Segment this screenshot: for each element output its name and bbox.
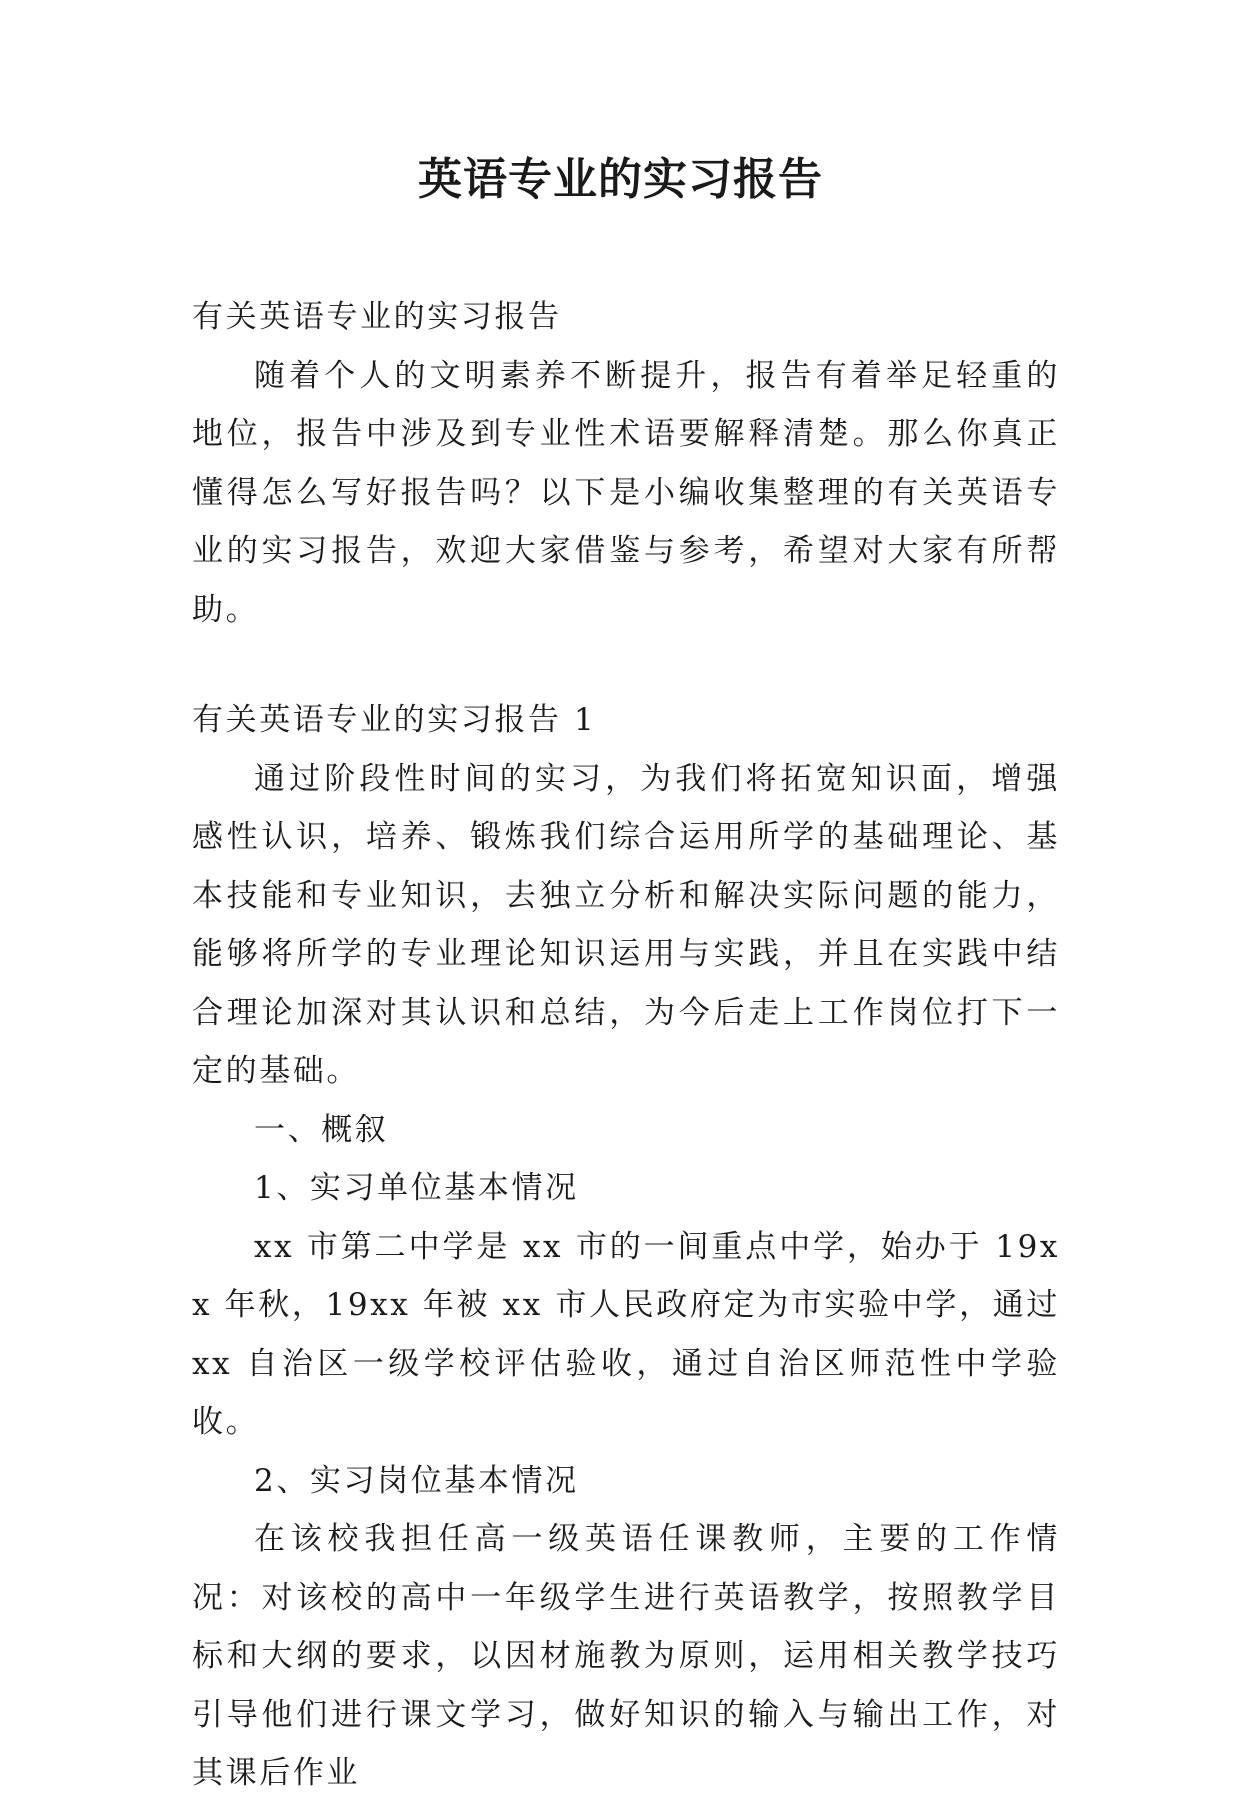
intro-paragraph: 随着个人的文明素养不断提升，报告有着举足轻重的地位，报告中涉及到专业性术语要解释清楚。那么你真正懂得怎么写好报告吗？以下是小编收集整理的有关英语专业的实习报告，欢迎大家借鉴与参考，希望对大家有所帮助。: [192, 357, 1060, 628]
section1-paragraph: 通过阶段性时间的实习，为我们将拓宽知识面，增强感性认识，培养、锻炼我们综合运用所学的基础理论、基本技能和专业知识，去独立分析和解决实际问题的能力，能够将所学的专业理论知识运用与实践，并且在实践中结合理论加深对其认识和总结，为今后走上工作岗位打下一定的基础。: [192, 760, 1060, 1089]
overview-heading: 一、概叙: [254, 1111, 389, 1148]
unit-heading: 1、实习单位基本情况: [254, 1170, 579, 1206]
intro-heading: 有关英语专业的实习报告: [192, 299, 562, 335]
post-paragraph: 在该校我担任高一级英语任课教师，主要的工作情况：对该校的高中一年级学生进行英语教学，按照教学目标和大纲的要求，以因材施教为原则，运用相关教学技巧引导他们进行课文学习，做好知识的输入与输出工作，对其课后作业: [192, 1521, 1060, 1791]
document-title: 英语专业的实习报告: [418, 154, 823, 205]
document-body: [192, 288, 1060, 1803]
unit-paragraph: xx 市第二中学是 xx 市的一间重点中学，始办于 19xx 年秋，19xx 年被 xx 市人民政府定为市实验中学，通过 xx 自治区一级学校评估验收，通过自治区师范性中学验收。: [192, 1228, 1060, 1440]
section1-heading: 有关英语专业的实习报告 1: [192, 702, 597, 738]
post-heading: 2、实习岗位基本情况: [254, 1462, 579, 1499]
